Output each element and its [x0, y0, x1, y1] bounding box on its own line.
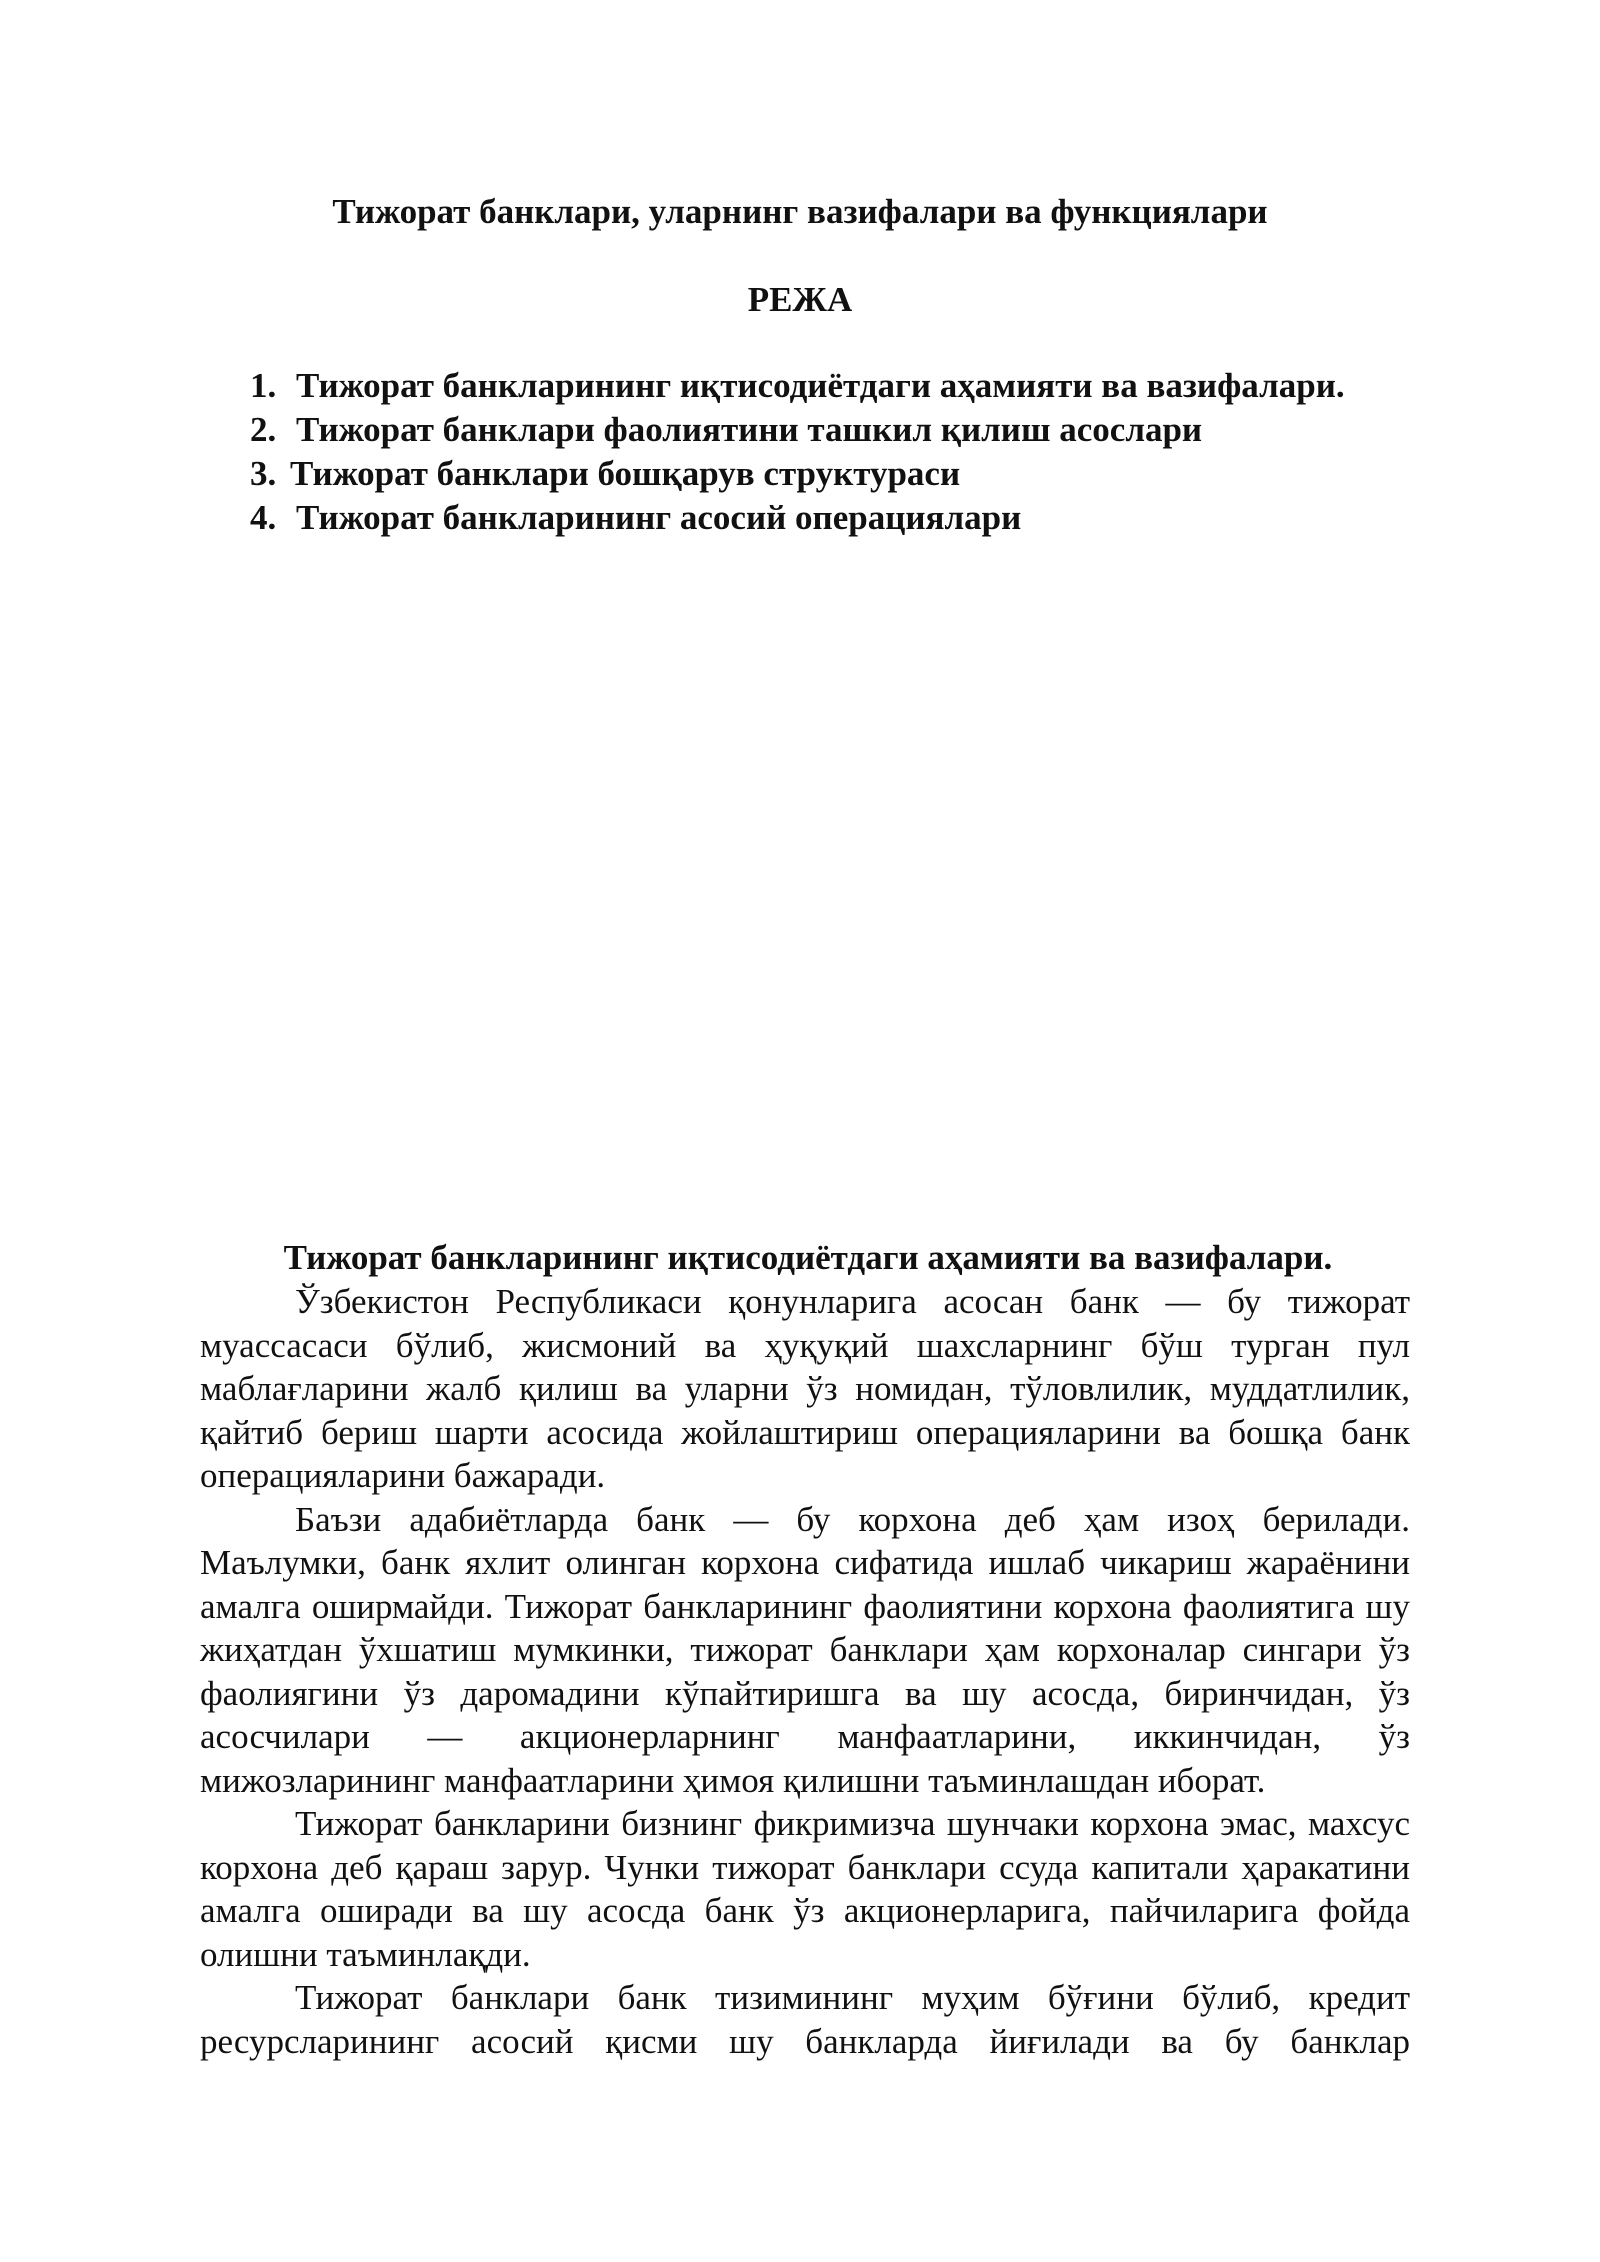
plan-item-number: 2.: [250, 410, 277, 449]
paragraph: Тижорат банклари банк тизимининг муҳим бўғини бўлиб, кредит ресурсларининг асосий қисми шу банкларда йиғилади ва бу банклар: [200, 1978, 1410, 2061]
document-title: Тижорат банклари, уларнинг вазифалари ва функциялари: [332, 192, 1268, 231]
section-heading-text: Тижорат банкларининг иқтисодиётдаги аҳамияти ва вазифалари.: [283, 1238, 1333, 1277]
plan-item-text: Тижорат банклари фаолиятини ташкил қилиш асослари: [296, 410, 1203, 449]
plan-item: [250, 408, 1350, 452]
plan-item: [250, 364, 1350, 408]
plan-list: [250, 364, 1350, 540]
paragraph: Тижорат банкларини бизнинг фикримизча шунчаки корхона эмас, махсус корхона деб қараш зарур. Чунки тижорат банклари ссуда капитали ҳаракатини амалга оширади ва шу асосда банк ўз акционерларига, пайчиларига фойда олишни таъминлақди.: [200, 1804, 1410, 1974]
plan-heading: РЕЖА: [747, 280, 853, 319]
plan-item-text: Тижорат банклари бошқарув структураси: [290, 454, 961, 493]
section-heading: [0, 1236, 1600, 1280]
plan-item-number: 3.: [250, 454, 277, 493]
plan-item-text: Тижорат банкларининг иқтисодиётдаги аҳамияти ва вазифалари.: [296, 366, 1345, 405]
plan-item-text: Тижорат банкларининг асосий операциялари: [296, 498, 1022, 537]
plan-item: [250, 452, 1350, 496]
plan-item-number: 4.: [250, 498, 277, 537]
plan-item-number: 1.: [250, 366, 277, 405]
paragraph: Ўзбекистон Республикаси қонунларига асосан банк — бу тижорат муассасаси бўлиб, жисмоний ва ҳуқуқий шахсларнинг бўш турган пул маблағларини жалб қилиш ва уларни ўз номидан, тўловлилик, муддатлилик, қайтиб бериш шарти асосида жойлаштириш операцияларини ва бошқа банк операцияларини бажаради.: [200, 1282, 1410, 1495]
body-text: [200, 1280, 1410, 2063]
plan-item: [250, 496, 1350, 540]
paragraph: Баъзи адабиётларда банк — бу корхона деб ҳам изоҳ берилади. Маълумки, банк яхлит олинган корхона сифатида ишлаб чикариш жараёнини амалга оширмайди. Тижорат банкларининг фаолиятини корхона фаолиятига шу жиҳатдан ўхшатиш мумкинки, тижорат банклари ҳам корхоналар сингари ўз фаолиягини ўз даромадини кўпайтиришга ва шу асосда, биринчидан, ўз асосчилари — акционерларнинг манфаатларини, иккинчидан, ўз мижозларининг манфаатларини ҳимоя қилишни таъминлашдан иборат.: [200, 1499, 1410, 1800]
